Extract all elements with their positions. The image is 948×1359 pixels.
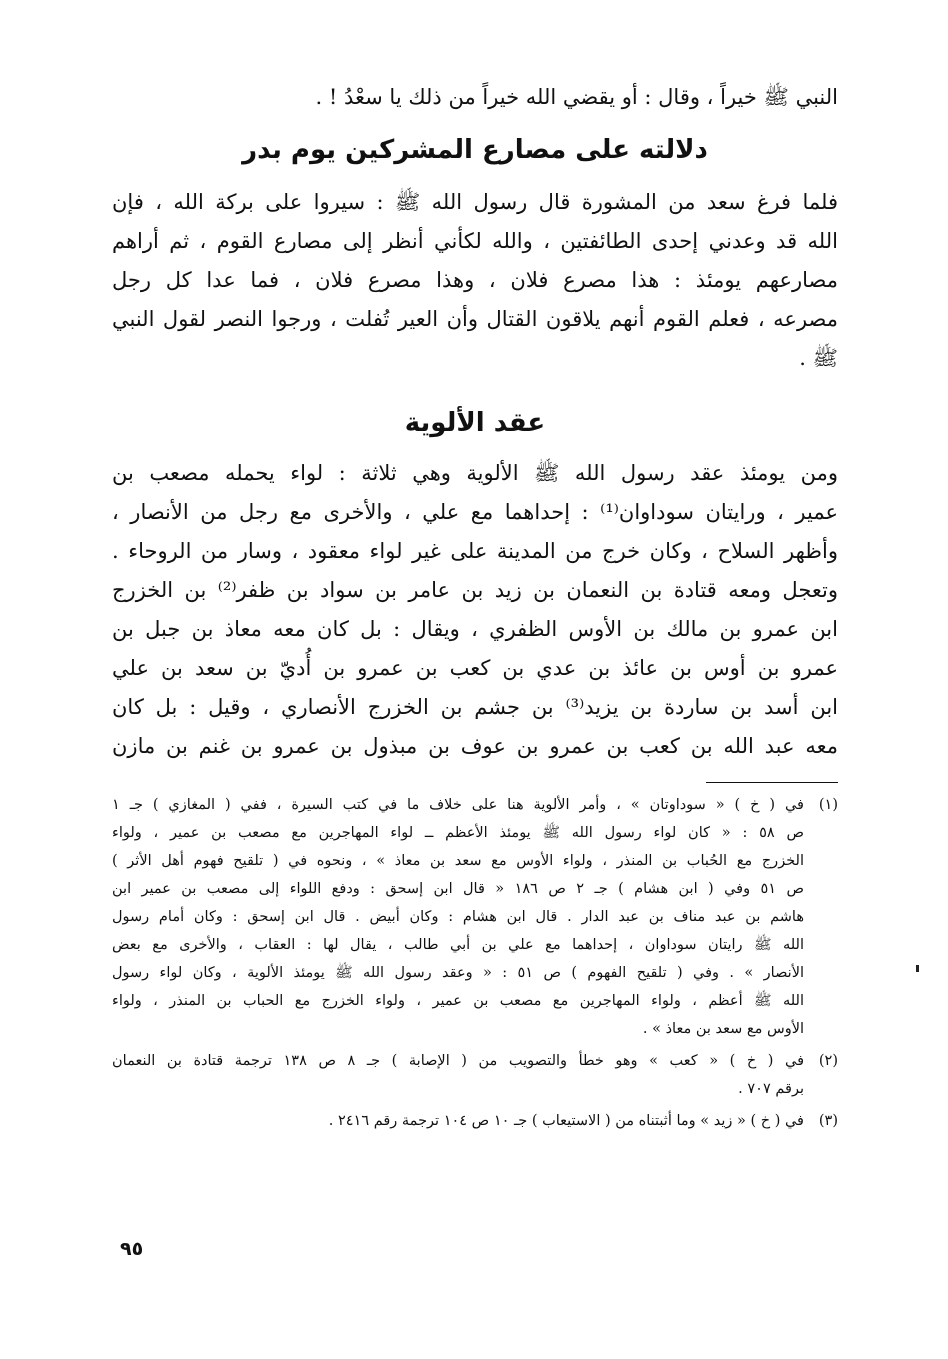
footnote-1	[112, 791, 838, 1043]
footnote-line: في ( خ ) « كعب » وهو خطأ والتصويب من ( الإصابة ) جـ ٨ ص ١٣٨ ترجمة قتادة بن النعمان	[112, 1053, 805, 1069]
footnote-line: الخزرج مع الحُباب بن المنذر ، ولواء الأوس مع سعد بن معاذ » ، ونحوه في ( تلقيح فهوم أهل الأثر )	[112, 853, 804, 869]
text-line: معه عبد الله بن كعب بن عمرو بن عوف بن مبذول بن عمرو بن غنم بن مازن	[112, 734, 838, 758]
footnote-divider	[706, 782, 838, 783]
footnote-text	[112, 791, 804, 1043]
text-line: ﷺ .	[799, 346, 838, 370]
text-line: مصرعه ، فعلم القوم أنهم يلاقون القتال وأن العير تُفلت ، ورجوا النصر لقول النبي	[112, 307, 838, 331]
footnote-line: الله ﷺ أعظم ، ولواء المهاجرين مع مصعب بن عمير ، ولواء الخزرج مع الحباب بن المنذر ، ولواء	[112, 993, 804, 1009]
text-line: ومن يومئذ عقد رسول الله ﷺ الألوية وهي ثلاثة : لواء يحمله مصعب بن	[112, 461, 838, 485]
intro-paragraph	[112, 78, 838, 117]
margin-mark	[916, 965, 919, 972]
text-line: ابن أسد بن ساردة بن يزيد⁽³⁾ بن جشم بن الخزرج الأنصاري ، وقيل : بل كان	[112, 695, 838, 719]
page-body	[112, 78, 838, 1139]
section-heading-banners: عقد الألوية	[404, 408, 546, 438]
page-number: ٩٥	[120, 1238, 144, 1260]
footnotes	[112, 791, 838, 1135]
footnote-number: (٣)	[818, 1113, 838, 1129]
section-heading-badr: دلالته على مصارع المشركين يوم بدر	[242, 135, 708, 165]
text-line: عمير ، ورايتان سوداوان⁽¹⁾ : إحداهما مع علي ، والأخرى مع رجل من الأنصار ،	[112, 500, 839, 524]
footnote-line: برقم ٧٠٧ .	[738, 1081, 804, 1097]
footnote-line: ص ٥٨ : « كان لواء رسول الله ﷺ يومئذ الأعظم ــ لواء المهاجرين مع مصعب بن عمير ، ولواء	[112, 825, 805, 841]
text-line: الله قد وعدني إحدى الطائفتين ، والله لكأني أنظر إلى مصارع القوم ، ثم أراهم	[112, 229, 838, 253]
footnote-line: الأوس مع سعد بن معاذ » .	[642, 1021, 804, 1037]
footnote-line: الله ﷺ رايتان سوداوان ، إحداهما مع علي بن أبي طالب ، يقال لها : العقاب ، والأخرى مع بعض	[112, 937, 804, 953]
footnote-line: الأنصار » . وفي ( تلقيح الفهوم ) ص ٥١ : « وعقد رسول الله ﷺ يومئذ الألوية ، وكان لواء رسول	[112, 965, 804, 981]
text-line: فلما فرغ سعد من المشورة قال رسول الله ﷺ : سيروا على بركة الله ، فإن	[112, 190, 838, 214]
footnote-text	[112, 1047, 804, 1103]
section-paragraph-badr	[112, 183, 838, 378]
footnote-line: في ( خ ) « زيد » وما أثبتناه من ( الاستيعاب ) جـ ١٠ ص ١٠٤ ترجمة رقم ٢٤١٦ .	[328, 1113, 804, 1129]
footnote-line: هاشم بن عبد مناف بن عبد الدار . قال ابن هشام : وكان أبيض . قال ابن إسحق : وكان أمام رسول	[112, 909, 804, 925]
text-line: ابن عمرو بن مالك بن الأوس الظفري ، ويقال : بل كان معه معاذ بن جبل بن	[112, 617, 838, 641]
footnote-3	[112, 1107, 838, 1135]
footnote-text	[112, 1107, 804, 1135]
section-paragraph-banners	[112, 454, 838, 766]
text-line: النبي ﷺ خيراً ، وقال : أو يقضي الله خيراً من ذلك يا سعْدُ ! .	[315, 85, 838, 109]
footnote-line: ص ٥١ وفي ( ابن هشام ) جـ ٢ ص ١٨٦ « قال ابن إسحق : ودفع اللواء إلى مصعب بن عمير ابن	[112, 881, 805, 897]
text-line: وأظهر السلاح ، وكان خرج من المدينة على غير لواء معقود ، وسار من الروحاء .	[112, 539, 838, 563]
text-line: وتعجل ومعه قتادة بن النعمان بن زيد بن عامر بن سواد بن ظفر⁽²⁾ بن الخزرج	[112, 578, 838, 602]
footnote-number: (١)	[818, 797, 838, 813]
footnote-2	[112, 1047, 838, 1103]
text-line: عمرو بن أوس بن عائذ بن عدي بن كعب بن عمرو بن أُديّ بن سعد بن علي	[112, 656, 838, 680]
text-line: مصارعهم يومئذ : هذا مصرع فلان ، وهذا مصرع فلان ، فما عدا كل رجل	[112, 268, 838, 292]
footnote-line: في ( خ ) « سوداوتان » ، وأمر الألوية هنا على خلاف ما في كتب السيرة ، ففي ( المغازي ) جـ ١	[112, 797, 804, 813]
footnote-number: (٢)	[818, 1053, 838, 1069]
